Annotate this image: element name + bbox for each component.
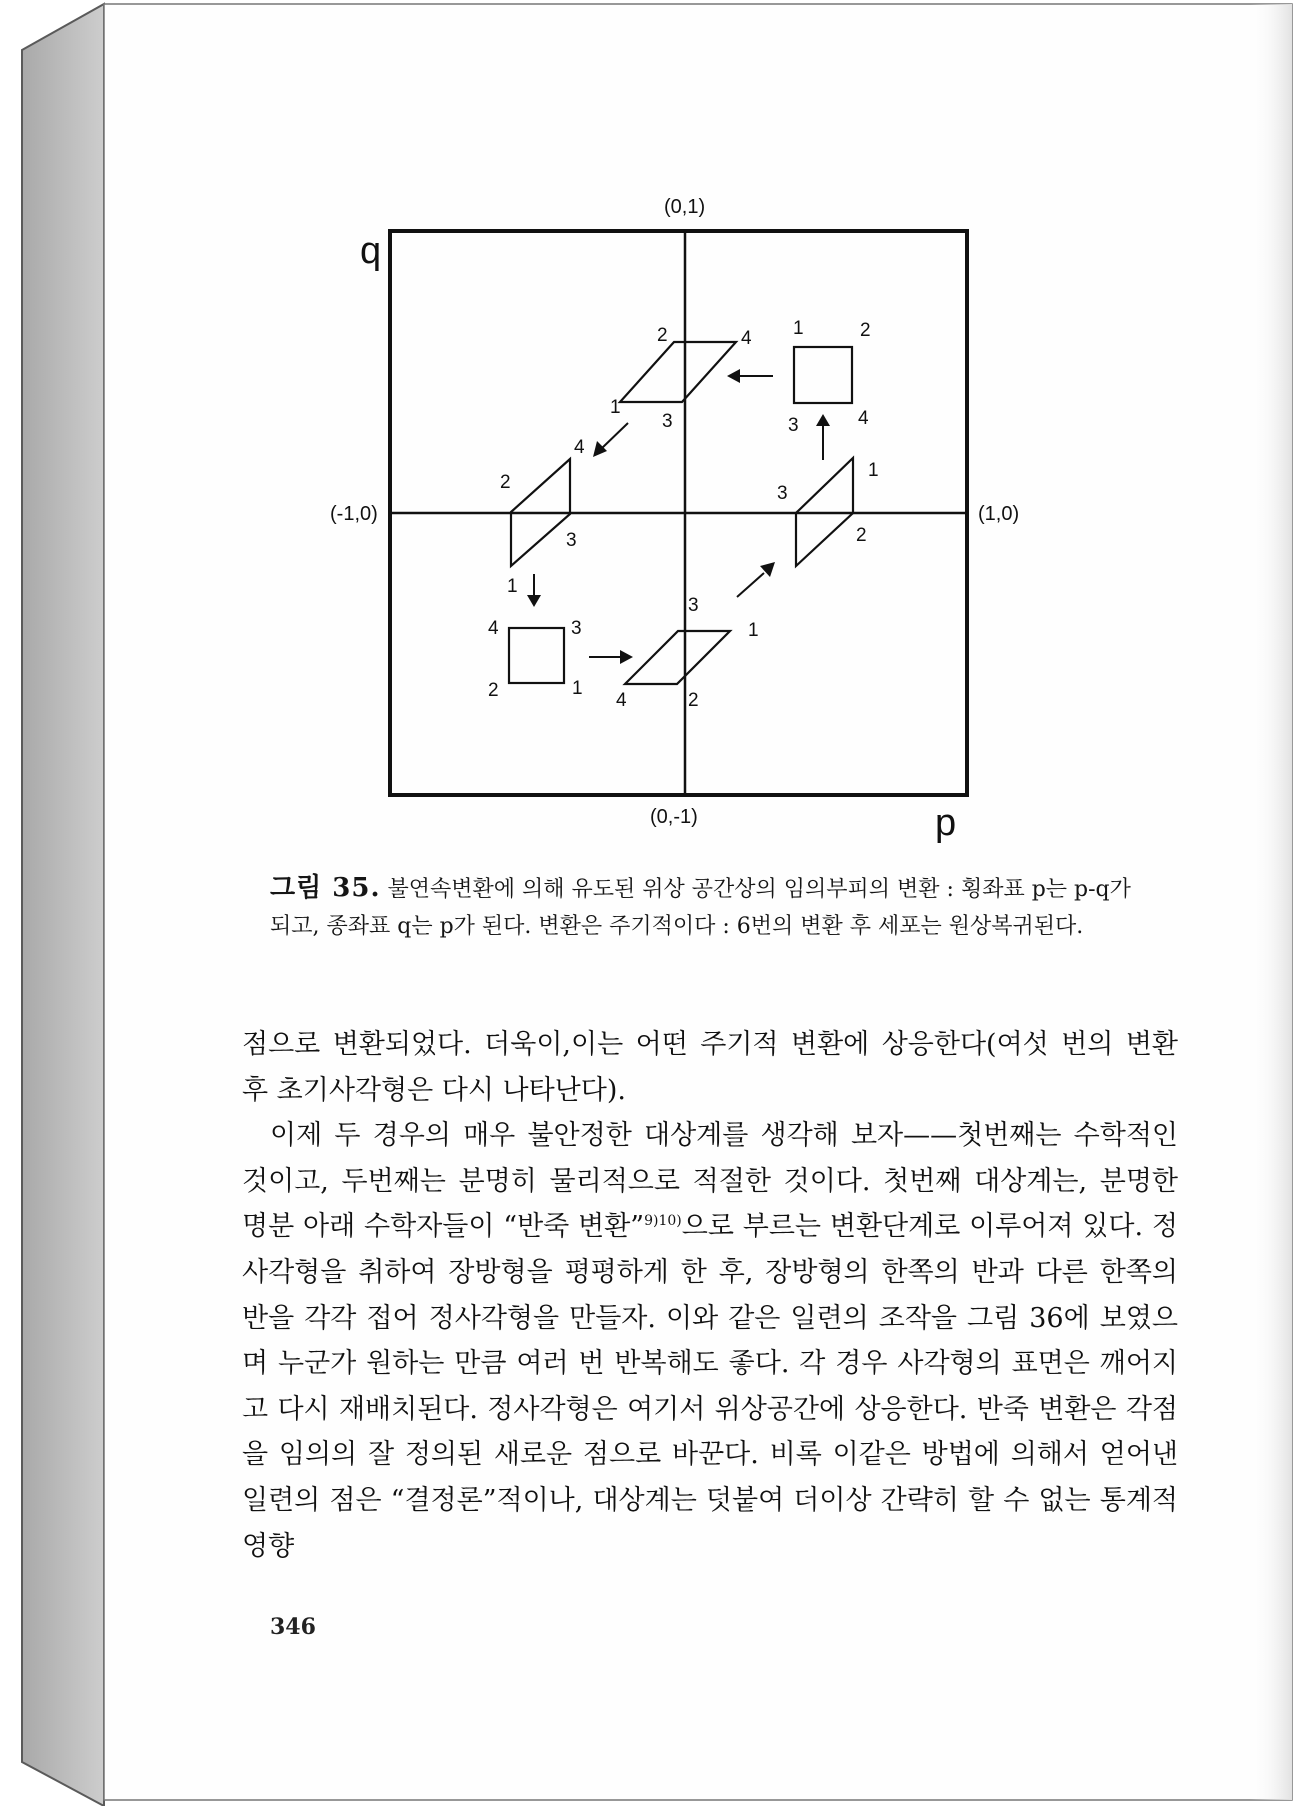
vertex-label: 4 bbox=[488, 618, 499, 639]
arrow-up-right bbox=[737, 562, 775, 597]
vertex-label: 2 bbox=[688, 690, 699, 711]
paragraph: 점으로 변환되었다. 더욱이,이는 어떤 주기적 변환에 상응한다(여섯 번의 변환 후 초기사각형은 다시 나타난다). bbox=[242, 1029, 1178, 1106]
paragraph-part: 으로 부르는 변환단계로 이루어져 있다. 정사각형을 취하여 장방형을 평평하게 한 후, 장방형의 한쪽의 반과 다른 한쪽의 반을 각각 접어 정사각형을 만들자. 이와 같은 일련의 조작을 그림 36에 보였으며 누군가 원하는 만큼 여러 번 반복해도 좋다. 각 경우 사각형의 표면은 깨어지고 다시 재배치된다. 정사각형은 여기서 위상공간에 상응한다. 반죽 변환은 각점을 임의의 잘 정의된 새로운 점으로 바꾼다. 비록 이같은 방법에 의해서 얻어낸 일련의 점은 “결정론”적이나, 대상계는 덧붙여 더이상 간략히 할 수 없는 통계적 영향 bbox=[242, 1211, 1178, 1562]
arrow-up bbox=[816, 414, 830, 460]
caption-text: 불연속변환에 의해 유도된 위상 공간상의 임의부피의 변환 : 횡좌표 p는 p-q가 되고, 종좌표 q는 p가 된다. 변환은 주기적이다 : 6번의 변환 후 세포는 원상복귀된다. bbox=[270, 877, 1131, 939]
vertex-label: 2 bbox=[657, 325, 668, 346]
vertex-label: 3 bbox=[571, 618, 582, 639]
vertex-label: 1 bbox=[572, 678, 583, 699]
parallelogram-lower-middle bbox=[625, 631, 730, 684]
vertex-label: 1 bbox=[610, 397, 621, 418]
paragraph-part: 이제 두 경우의 매우 불안정한 대상계를 생각해 보자——첫번째는 수학적인 것이고, 두번째는 분명히 물리적으로 적절한 것이다. 첫번째 대상계는, 분명한 명분 아래 수학자들이 “반죽 변환” bbox=[242, 1120, 1178, 1243]
vertex-label: 4 bbox=[858, 408, 869, 429]
vertex-label: 4 bbox=[574, 437, 585, 458]
page-number: 346 bbox=[270, 1614, 316, 1640]
point-label-right: (1,0) bbox=[978, 503, 1020, 525]
vertex-label: 3 bbox=[788, 415, 799, 436]
square-lower-left bbox=[509, 628, 564, 683]
vertex-label: 1 bbox=[748, 620, 759, 641]
caption-label: 그림 35. bbox=[270, 873, 381, 903]
parallelogram-upper-middle bbox=[620, 342, 736, 402]
vertex-label: 2 bbox=[488, 680, 499, 701]
vertex-label: 4 bbox=[616, 690, 627, 711]
vertex-label: 3 bbox=[688, 595, 699, 616]
footnote-ref: 9)10) bbox=[644, 1213, 682, 1230]
paragraph bbox=[242, 1113, 1178, 1569]
point-label-left: (-1,0) bbox=[330, 503, 378, 525]
arrow-right bbox=[589, 650, 633, 664]
vertex-label: 1 bbox=[868, 460, 879, 481]
square-upper-right bbox=[794, 347, 852, 403]
point-label-top: (0,1) bbox=[664, 196, 706, 218]
figure-caption bbox=[270, 870, 1140, 945]
vertex-label: 2 bbox=[500, 472, 511, 493]
arrow-left bbox=[727, 369, 773, 383]
vertex-label: 1 bbox=[507, 576, 518, 597]
point-label-bottom: (0,-1) bbox=[650, 806, 698, 828]
p-axis-label: p bbox=[935, 802, 957, 844]
vertex-label: 3 bbox=[662, 411, 673, 432]
vertex-label: 1 bbox=[793, 318, 804, 339]
vertex-label: 2 bbox=[856, 525, 867, 546]
vertex-label: 3 bbox=[777, 483, 788, 504]
arrow-down bbox=[527, 574, 541, 607]
vertex-label: 4 bbox=[741, 328, 752, 349]
vertex-label: 3 bbox=[566, 530, 577, 551]
body-text bbox=[242, 1022, 1178, 1569]
arrow-down-left bbox=[593, 423, 628, 457]
q-axis-label: q bbox=[360, 230, 382, 272]
vertex-label: 2 bbox=[860, 320, 871, 341]
